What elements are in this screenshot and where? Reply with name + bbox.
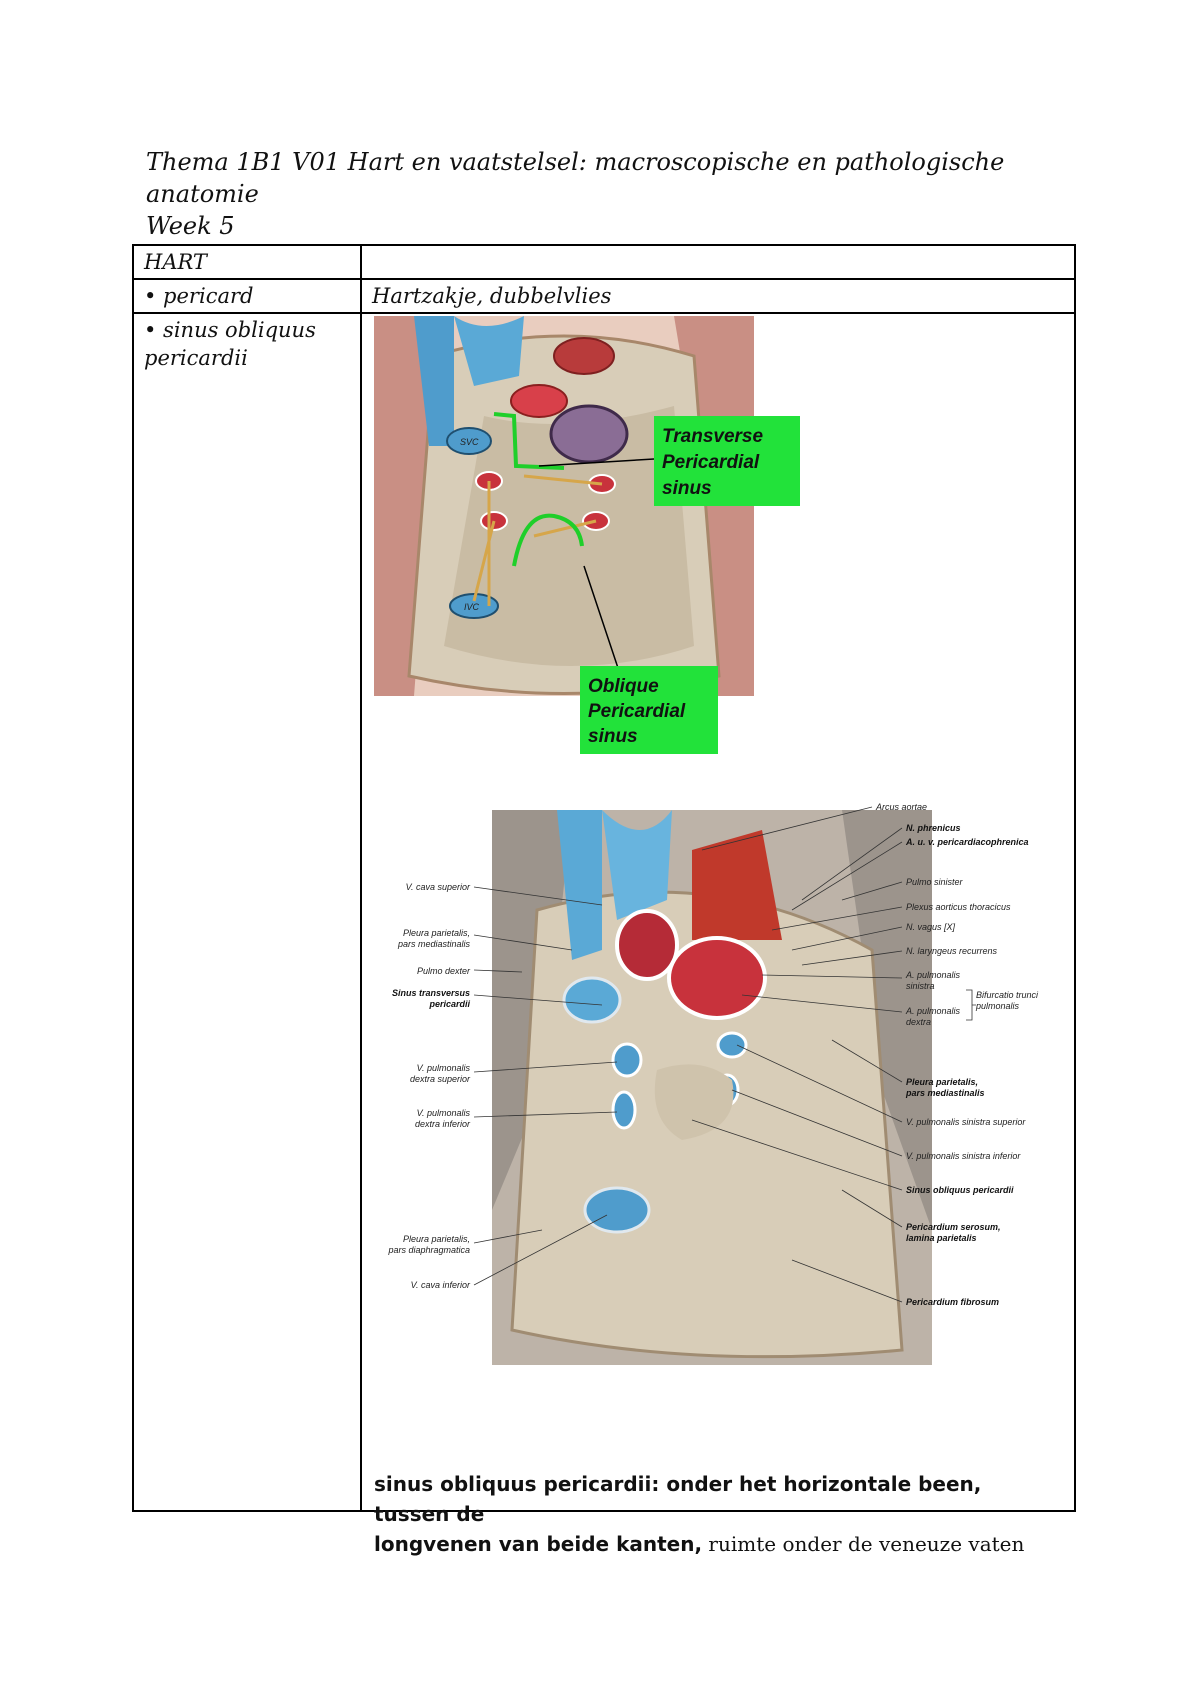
- label-lamina-parietalis: lamina parietalis: [906, 1233, 977, 1243]
- caption-bold-1: onder het horizontale been, tussen de: [374, 1472, 982, 1526]
- caption-term: sinus obliquus pericardii:: [374, 1472, 660, 1496]
- label-n-phrenicus: N. phrenicus: [906, 823, 961, 833]
- label-pericardium-fibrosum: Pericardium fibrosum: [906, 1297, 1000, 1307]
- label-pericardii: pericardii: [429, 999, 470, 1009]
- oblique-label-3: sinus: [588, 726, 638, 747]
- oblique-label-1: Oblique: [588, 676, 659, 697]
- term-cell: • sinus obliquus pericardii: [133, 313, 361, 1511]
- caption-bold-2: longvenen van beide kanten,: [374, 1532, 703, 1556]
- label-a-pulmonalis-2: A. pulmonalis: [906, 1006, 961, 1016]
- table-row: [133, 279, 1075, 313]
- label-pleura-parietalis-2: Pleura parietalis,: [402, 1234, 470, 1244]
- caption-plain: ruimte onder de veneuze vaten: [702, 1532, 1025, 1556]
- pericardial-sinus-illustration: [374, 316, 804, 756]
- transverse-label-3: sinus: [662, 478, 712, 499]
- label-dextra-superior: dextra superior: [409, 1074, 470, 1084]
- label-dextra: dextra: [906, 1017, 932, 1027]
- desc-cell: [361, 245, 1075, 279]
- label-pleura-parietalis: Pleura parietalis,: [402, 928, 470, 938]
- label-pulmo-dexter: Pulmo dexter: [416, 966, 470, 976]
- notes-table: [132, 244, 1076, 1556]
- transverse-label-2: Pericardial: [662, 452, 760, 473]
- label-pars-mediastinalis-r: pars mediastinalis: [906, 1088, 985, 1098]
- term-cell: HART: [133, 245, 361, 279]
- label-bifurcatio: Bifurcatio trunci: [976, 990, 1039, 1000]
- title-line-2: anatomie: [146, 180, 259, 208]
- table-row: [133, 313, 1075, 1511]
- week-label: Week 5: [146, 212, 235, 240]
- label-pars-mediastinalis: pars mediastinalis: [397, 939, 470, 949]
- label-a-pulmonalis-1: A. pulmonalis: [906, 970, 961, 980]
- label-pulmonalis: pulmonalis: [976, 1001, 1020, 1011]
- desc-cell: Hartzakje, dubbelvlies: [361, 279, 1075, 313]
- label-v-pulm-sin-inf: V. pulmonalis sinistra inferior: [906, 1151, 1021, 1161]
- label-v-cava-superior: V. cava superior: [405, 882, 470, 892]
- label-pericardiacophrenica: A. u. v. pericardiacophrenica: [906, 837, 1029, 847]
- label-v-pulmonalis-2: V. pulmonalis: [416, 1108, 470, 1118]
- oblique-label-2: Pericardial: [588, 701, 686, 722]
- left-labels: [387, 882, 471, 1290]
- label-pulmo-sinister: Pulmo sinister: [906, 877, 963, 887]
- label-pars-diaphragmatica: pars diaphragmatica: [388, 1245, 470, 1255]
- document-title: [146, 146, 1046, 242]
- label-arcus-aortae: Arcus aortae: [876, 802, 928, 812]
- label-n-laryngeus: N. laryngeus recurrens: [906, 946, 998, 956]
- title-line-1: Thema 1B1 V01 Hart en vaatstelsel: macroscopische en pathologische: [146, 148, 1005, 176]
- label-sinus-transversus: Sinus transversus: [391, 988, 470, 998]
- pericardium-anatomy-illustration: [362, 790, 1076, 1370]
- label-sinistra: sinistra: [906, 981, 935, 991]
- label-plexus-aorticus: Plexus aorticus thoracicus: [906, 902, 1011, 912]
- term-cell: • pericard: [133, 279, 361, 313]
- caption: [374, 1469, 1034, 1559]
- label-v-cava-inferior: V. cava inferior: [410, 1280, 470, 1290]
- ivc-label: IVC: [464, 602, 480, 612]
- label-n-vagus: N. vagus [X]: [906, 922, 956, 932]
- label-v-pulm-sin-sup: V. pulmonalis sinistra superior: [906, 1117, 1026, 1127]
- label-dextra-inferior: dextra inferior: [414, 1119, 470, 1129]
- svc-label: SVC: [460, 437, 479, 447]
- label-sinus-obliquus: Sinus obliquus pericardii: [906, 1185, 1014, 1195]
- transverse-label-1: Transverse: [662, 426, 764, 447]
- table-row: [133, 245, 1075, 279]
- label-v-pulmonalis-1: V. pulmonalis: [416, 1063, 470, 1073]
- label-pericardium-serosum: Pericardium serosum,: [906, 1222, 1001, 1232]
- figure-cell: [361, 313, 1075, 1556]
- label-pleura-parietalis-r: Pleura parietalis,: [906, 1077, 979, 1087]
